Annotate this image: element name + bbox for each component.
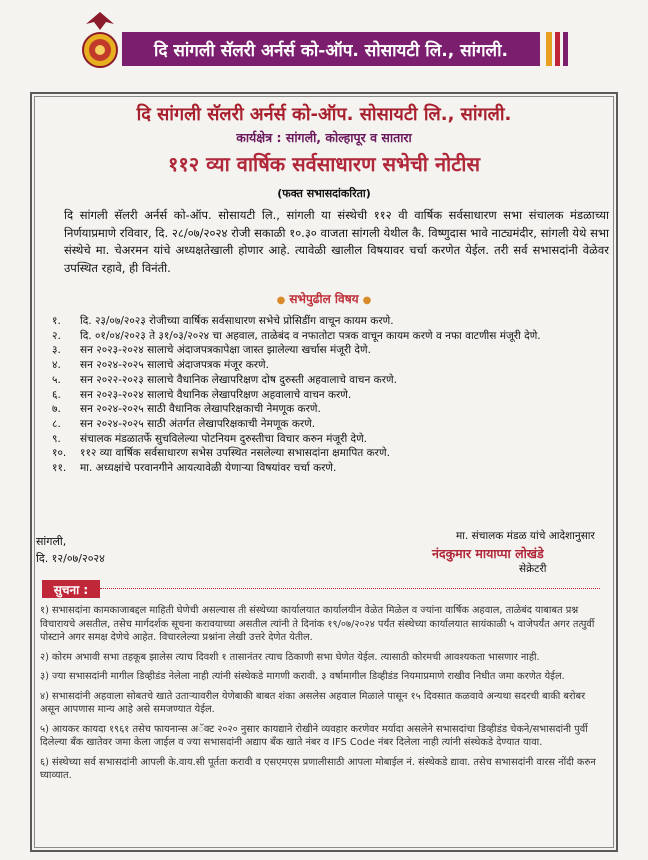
note-item: २) कोरम अभावी सभा तहकूब झालेस त्याच दिवशी १ तासानंतर त्याच ठिकाणी सभा घेणेत येईल. त्यासाठी कोरमची आवश्यकता भासणार नाही. [40,651,540,663]
agenda-number: ३. [52,344,61,357]
agenda-text: सन २०२२-२०२३ सालाचे वैधानिक लेखापरिक्षण दोष दुरुस्ती अहवालाचे वाचन करणे. [80,373,397,386]
agenda-item [52,358,612,373]
bullet-icon: ● [276,295,286,306]
agenda-number: १०. [52,447,67,460]
agenda-text: मा. अध्यक्षांचे परवानगीने आयत्यावेळी येणाऱ्या विषयांवर चर्चा करणे. [80,462,337,475]
bullet-icon: ● [362,295,372,306]
society-emblem-icon [78,10,122,70]
notice-place: सांगली, [36,535,67,548]
agenda-number: २. [52,329,61,342]
agenda-item [52,446,612,461]
note-item: ४) सभासदांनी अहवाला सोबतचे खाते उताऱ्यावरील येणेबाकी बाबत शंका असलेस अहवाल मिळाले पासून १५ दिवसात कळवावे अन्यथा सदरची बाकी बरोबर असून आपणास मान्य आहे असे समजण्यात येईल. [40,690,586,715]
agenda-item [52,314,612,329]
agenda-text: सन २०२४-२०२५ साठी वैधानिक लेखापरिक्षकाची नेमणूक करणे. [80,403,321,416]
agenda-heading [0,290,648,307]
agenda-number: ११. [52,462,67,475]
signer-name: नंदकुमार मायाप्पा लोखंडे [432,546,544,561]
agenda-text: सन २०२३-२०२४ सालाचे वैधानिक लेखापरिक्षण अहवालाचे वाचन करणे. [80,388,352,401]
note-item: ६) संस्थेच्या सर्व सभासदांनी आपली के.वाय.सी पूर्तता करावी व एसएमएस प्रणालीसाठी आपला मोबाईल नं. संस्थेकडे द्यावा. तसेच सभासदांनी वारस नोंदी करुन घ्याव्यात. [40,756,596,781]
agenda-text: दि. ०१/०४/२०२३ ते ३१/०३/२०२४ चा अहवाल, ताळेबंद व नफातोटा पत्रक वाचून कायम करणे व नफा वाटणीस मंजूरी देणे. [80,329,541,342]
agenda-item [52,343,612,358]
agenda-item [52,417,612,432]
agenda-heading-text: सभेपुढील विषय [289,292,359,306]
order-line: मा. संचालक मंडळ यांचे आदेशानुसार [456,530,595,542]
agenda-number: ८. [52,417,61,430]
agenda-number: ७. [52,403,61,416]
banner-stripe [563,32,568,66]
notice-title: ११२ व्या वार्षिक सर्वसाधारण सभेची नोटीस [167,152,480,176]
agenda-text: ११२ व्या वार्षिक सर्वसाधारण सभेस उपस्थित नसलेल्या सभासदांना क्षमापित करणे. [80,447,390,460]
agenda-text: संचालक मंडळातर्फे सुचविलेल्या पोटनियम दुरुस्तीचा विचार करुन मंजूरी देणे. [80,432,368,445]
banner-stripe [546,32,552,66]
agenda-item [52,329,612,344]
banner-stripe [555,32,560,66]
note-item: १) सभासदांना कामकाजाबद्दल माहिती घेणेची असल्यास ती संस्थेच्या कार्यालयात कार्यालयीन वेळेत मिळेल व ज्यांना वार्षिक अहवाल, ताळेबंद याबाबत प्रश्न विचारायचे असतील, तसेच मार्गदर्शक सूचना करावयाच्या असतील त्यांनी ते दिनांक १९/०७/२०२४ पर्यंत संस्थेच्या कार्यालयात सायंकाळी ५ वाजेपर्यंत अगर तत्पुर्वी पोस्टाने अगर समक्ष देणेचे आहेत. विचारलेल्या प्रश्नांना लेखी उत्तरे देणेत येतील. [40,605,595,643]
agenda-item [52,373,612,388]
agenda-number: ९. [52,432,61,445]
header-banner: दि सांगली सॅलरी अर्नर्स को-ऑप. सोसायटी लि., सांगली. [122,32,540,66]
agenda-number: ५. [52,373,61,386]
agenda-number: ६. [52,388,61,401]
society-name: दि सांगली सॅलरी अर्नर्स को-ऑप. सोसायटी लि., सांगली. [136,104,512,125]
agenda-text: सन २०२३-२०२४ सालाचे अंदाजपत्रकापेक्षा जास्त झालेल्या खर्चास मंजूरी देणे. [80,344,371,357]
agenda-item [52,461,612,476]
note-item: ३) ज्या सभासदांनी मागील डिव्हीडंड नेलेला नाही त्यांनी संस्थेकडे मागणी करावी. ३ वर्षामागील डिव्हीडंड नियमाप्रमाणे राखीव निधीत जमा करणेत येईल. [40,671,565,682]
notes-divider [100,588,600,589]
notice-subtitle: (फक्त सभासदांकरिता) [277,187,371,200]
agenda-number: १. [52,315,61,327]
agenda-list [52,314,612,476]
intro-paragraph: दि सांगली सॅलरी अर्नर्स को-ऑप. सोसायटी लि., सांगली या संस्थेची ११२ वी वार्षिक सर्वसाधारण सभा संचालक मंडळाच्या निर्णयाप्रमाणे रविवार, दि. २८/०७/२०२४ रोजी सकाळी १०.३० वाजता सांगली येथील कै. विष्णुदास भावे नाट्यमंदीर, सांगली येथे सभा संस्थेचे मा. चेअरमन यांचे अध्यक्षतेखाली होणार आहे. त्यावेळी खालील विषयावर चर्चा करणेत येईल. तरी सर्व सभासदांनी वेळेवर उपस्थित रहावे, ही विनंती. [64,208,609,275]
signer-designation: सेक्रेटरी [519,563,547,575]
notice-date: दि. १२/०७/२०२४ [36,552,105,565]
agenda-number: ४. [52,359,61,372]
agenda-item [52,388,612,403]
agenda-text: सन २०२४-२०२५ साठी अंतर्गत लेखापरिक्षकाची नेमणूक करणे. [80,417,316,430]
page-header [0,0,648,84]
note-item: ५) आयकर कायदा १९६१ तसेच फायनान्स अॅक्ट २०२० नुसार कायद्याने रोखीने व्यवहार करणेवर मर्यादा असलेने सभासदांचा डिव्हीडंड चेकने/सभासदांनी पुर्वी दिलेल्या बँक खातेवर जमा केला जाईल व ज्या सभासदांनी अद्याप बँक खाते नंबर व IFS Code नंबर दिलेला नाही त्यांनी संस्थेकडे देण्यात यावा. [40,723,588,748]
agenda-text: सन २०२४-२०२५ सालाचे अंदाजपत्रक मंजूर करणे. [80,359,269,372]
notes-list [40,604,606,789]
agenda-item [52,402,612,417]
jurisdiction: कार्यक्षेत्र : सांगली, कोल्हापूर व सातारा [236,130,412,145]
agenda-text: दि. २३/०७/२०२३ रोजीच्या वार्षिक सर्वसाधारण सभेचे प्रोसिडींग वाचून कायम करणे. [80,315,394,327]
notes-label: सुचना : [42,580,100,598]
agenda-item [52,432,612,447]
